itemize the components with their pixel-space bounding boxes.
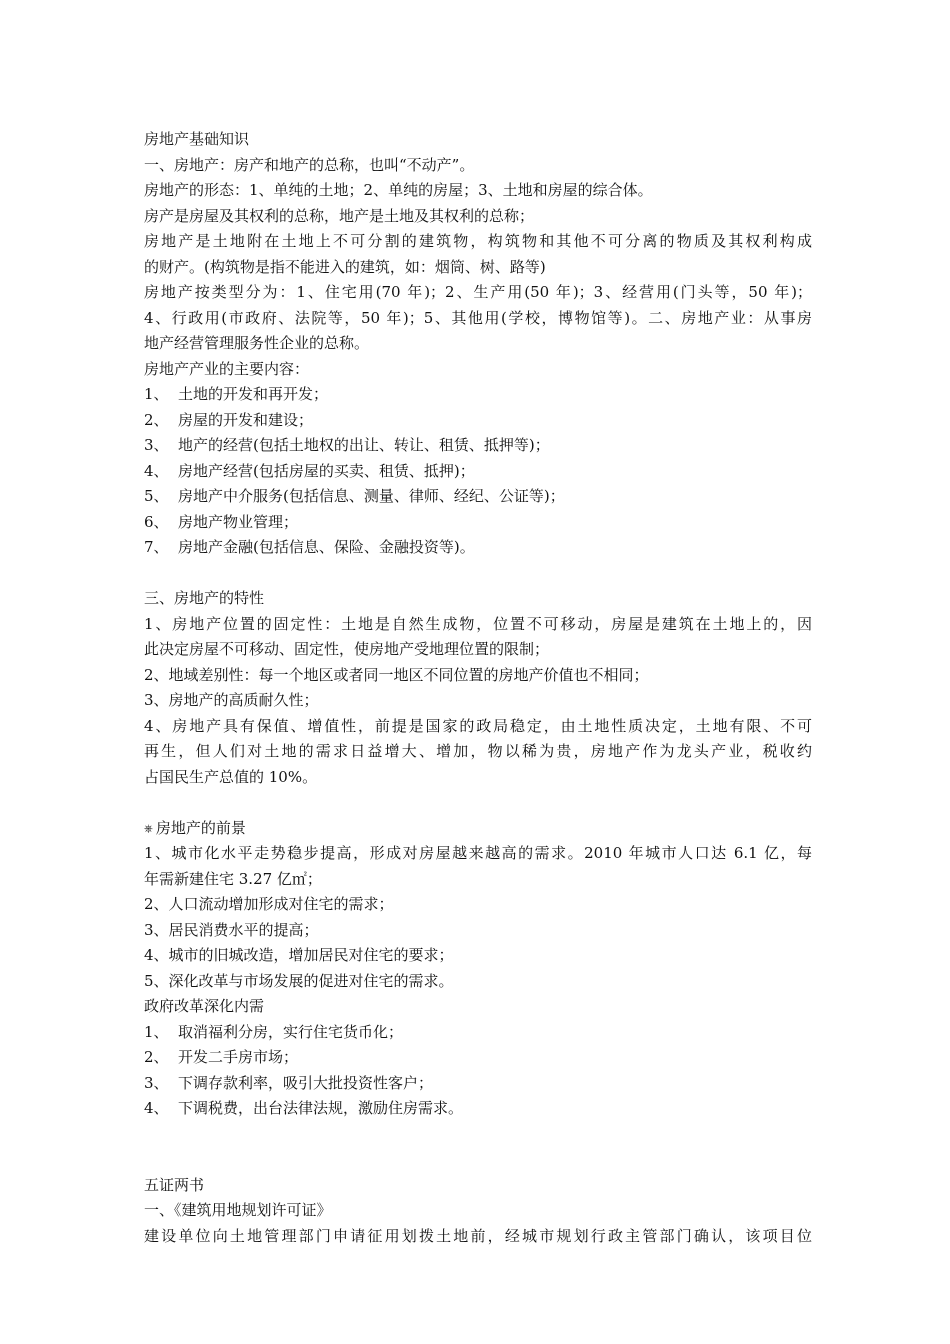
section-3-heading: 三、房地产的特性 xyxy=(144,589,265,607)
paragraph-line: 占国民生产总值的 10%。 xyxy=(144,767,318,786)
paragraph-line: 房地产按类型分为：1、住宅用(70 年)；2、生产用(50 年)；3、经营用(门头等，50 年)； xyxy=(144,283,812,301)
paragraph: 4、城市的旧城改造，增加居民对住宅的要求； xyxy=(144,946,454,964)
blank-line xyxy=(144,790,812,816)
list-item-number: 2、 xyxy=(144,1048,169,1066)
list-item-text: 取消福利分房，实行住宅货币化； xyxy=(178,1022,404,1041)
paragraph-line: 1、城市化水平走势稳步提高，形成对房屋越来越高的需求。2010 年城市人口达 6.1 亿，每 xyxy=(144,844,812,862)
certs-subheading: 一、《建筑用地规划许可证》 xyxy=(144,1201,332,1219)
paragraph-line: 此决定房屋不可移动、固定性，使房地产受地理位置的限制； xyxy=(144,640,550,658)
list-item xyxy=(144,1096,812,1122)
reform-list xyxy=(144,1020,812,1122)
list-item-number: 6、 xyxy=(144,512,169,531)
bullet-symbol-icon: ⎈ xyxy=(144,821,153,835)
list-item-number: 2、 xyxy=(144,410,169,429)
certs-heading: 五证两书 xyxy=(144,1175,205,1194)
list-item xyxy=(144,382,812,408)
list-item xyxy=(144,433,812,459)
blank-line xyxy=(144,561,812,587)
paragraph: 2、地域差别性：每一个地区或者同一地区不同位置的房地产价值也不相同； xyxy=(144,665,649,684)
paragraph: 房地产的形态：1、单纯的土地；2、单纯的房屋；3、土地和房屋的综合体。 xyxy=(144,181,653,199)
paragraph: 房产是房屋及其权利的总称，地产是土地及其权利的总称； xyxy=(144,206,535,225)
list-item-text: 房屋的开发和建设； xyxy=(178,410,314,429)
list-item-number: 3、 xyxy=(144,436,169,454)
paragraph: 2、人口流动增加形成对住宅的需求； xyxy=(144,895,394,913)
paragraph-line: 年需新建住宅 3.27 亿㎡； xyxy=(144,869,322,888)
list-item xyxy=(144,1045,812,1071)
paragraph-line: 再生，但人们对土地的需求日益增大、增加，物以稀为贵，房地产作为龙头产业，税收约 xyxy=(144,742,812,760)
list-item-text: 开发二手房市场； xyxy=(178,1048,299,1066)
list-item-number: 1、 xyxy=(144,385,169,403)
document-body xyxy=(144,127,812,1249)
list-item-text: 房地产中介服务(包括信息、测量、律师、经纪、公证等)； xyxy=(178,487,565,505)
list-item xyxy=(144,484,812,510)
list-item xyxy=(144,459,812,485)
list-item-number: 1、 xyxy=(144,1022,169,1041)
paragraph-line: 4、行政用(市政府、法院等，50 年)；5、其他用(学校，博物馆等)。二、房地产业：从事房 xyxy=(144,308,812,327)
prospect-heading-line xyxy=(144,816,812,842)
list-item xyxy=(144,1071,812,1097)
list-item-text: 房地产经营(包括房屋的买卖、租赁、抵押)； xyxy=(178,461,475,480)
reform-heading: 政府改革深化内需 xyxy=(144,997,265,1015)
list-item-text: 地产的经营(包括土地权的出让、转让、租赁、抵押等)； xyxy=(178,436,550,454)
paragraph: 3、房地产的高质耐久性； xyxy=(144,691,319,709)
list-item xyxy=(144,1020,812,1046)
paragraph-line: 4、房地产具有保值、增值性，前提是国家的政局稳定，由土地性质决定，土地有限、不可 xyxy=(144,716,812,735)
list-item-number: 7、 xyxy=(144,538,169,556)
list-item-number: 5、 xyxy=(144,487,169,505)
industry-list xyxy=(144,382,812,561)
paragraph: 5、深化改革与市场发展的促进对住宅的需求。 xyxy=(144,971,454,990)
paragraph-line: 的财产。(构筑物是指不能进入的建筑，如：烟筒、树、路等) xyxy=(144,257,546,276)
list-item-text: 土地的开发和再开发； xyxy=(178,385,329,403)
list-item-number: 4、 xyxy=(144,1099,169,1117)
blank-line xyxy=(144,1147,812,1173)
list-item xyxy=(144,510,812,536)
paragraph-line: 地产经营管理服务性企业的总称。 xyxy=(144,334,370,352)
list-item-text: 房地产物业管理； xyxy=(178,512,299,531)
list-item-text: 下调税费，出台法律法规，激励住房需求。 xyxy=(178,1099,464,1117)
document-title: 房地产基础知识 xyxy=(144,130,250,148)
paragraph: 3、居民消费水平的提高； xyxy=(144,920,319,939)
section-1-heading: 一、房地产：房产和地产的总称，也叫“不动产”。 xyxy=(144,155,475,174)
list-item xyxy=(144,408,812,434)
industry-heading: 房地产产业的主要内容： xyxy=(144,359,310,378)
list-item xyxy=(144,535,812,561)
list-item-text: 下调存款利率，吸引大批投资性客户； xyxy=(178,1073,434,1092)
blank-line xyxy=(144,1122,812,1148)
list-item-text: 房地产金融(包括信息、保险、金融投资等)。 xyxy=(178,538,475,556)
paragraph-line: 1、房地产位置的固定性：土地是自然生成物，位置不可移动，房屋是建筑在土地上的，因 xyxy=(144,614,812,633)
list-item-number: 4、 xyxy=(144,461,169,480)
prospect-heading: 房地产的前景 xyxy=(155,818,246,837)
paragraph-line: 建设单位向土地管理部门申请征用划拨土地前，经城市规划行政主管部门确认，该项目位 xyxy=(144,1226,812,1245)
list-item-number: 3、 xyxy=(144,1073,169,1092)
paragraph-line: 房地产是土地附在土地上不可分割的建筑物，构筑物和其他不可分离的物质及其权利构成 xyxy=(144,232,812,250)
